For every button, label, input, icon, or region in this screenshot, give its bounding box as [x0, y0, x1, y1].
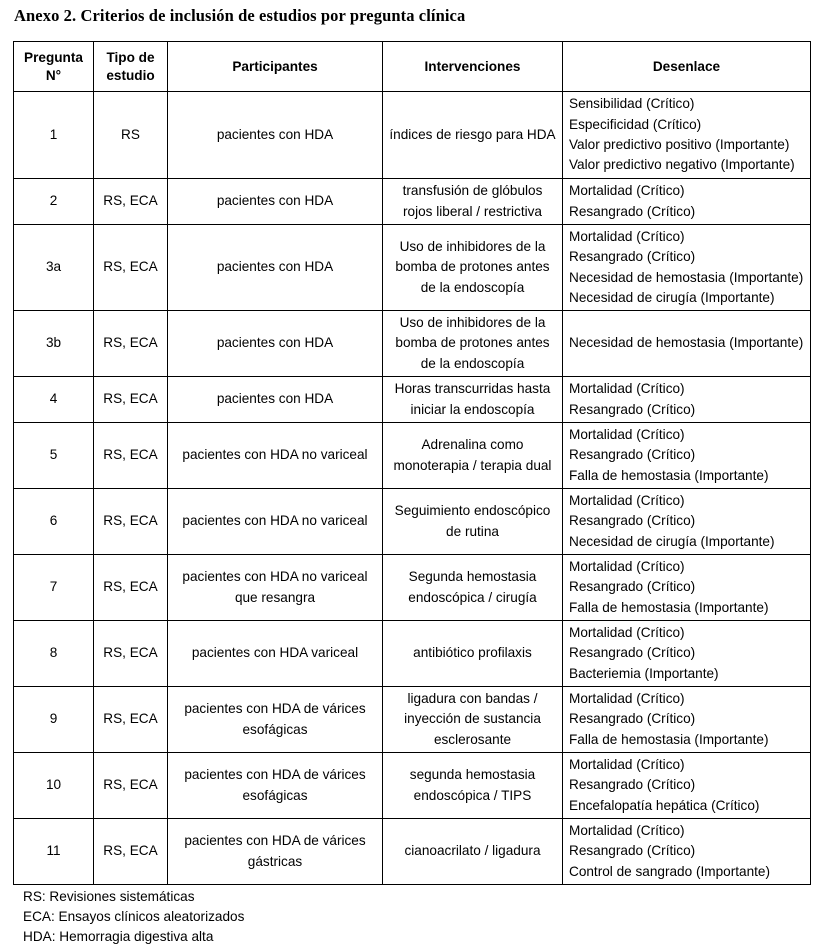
- table-row: [14, 92, 811, 179]
- cell-intervenciones: Uso de inhibidores de la bomba de protones antes de la endoscopía: [383, 225, 563, 311]
- outcome-item: Mortalidad (Crítico): [569, 183, 685, 199]
- outcome-item: Sensibilidad (Crítico): [569, 96, 695, 112]
- outcome-item: Resangrado (Crítico): [569, 579, 696, 595]
- cell-intervenciones: índices de riesgo para HDA: [383, 92, 563, 179]
- header-desenlace: Desenlace: [563, 42, 811, 92]
- outcome-item: Resangrado (Crítico): [569, 401, 696, 417]
- cell-num: 11: [14, 819, 94, 885]
- cell-num: 9: [14, 687, 94, 753]
- table-row: [14, 489, 811, 555]
- cell-tipo: RS, ECA: [94, 311, 168, 377]
- cell-desenlace: [563, 92, 811, 179]
- cell-tipo: RS, ECA: [94, 555, 168, 621]
- outcome-item: Valor predictivo positivo (Importante): [569, 137, 790, 152]
- table-row: [14, 311, 811, 377]
- header-pregunta-line1: Pregunta: [24, 49, 83, 65]
- cell-num: 3a: [14, 225, 94, 311]
- outcome-item: Mortalidad (Crítico): [569, 823, 685, 839]
- cell-tipo: RS, ECA: [94, 423, 168, 489]
- cell-desenlace: [563, 423, 811, 489]
- header-participantes: Participantes: [168, 42, 383, 92]
- header-tipo-line2: estudio: [106, 67, 155, 83]
- cell-intervenciones: Horas transcurridas hasta iniciar la endoscopía: [383, 377, 563, 423]
- outcome-item: Valor predictivo negativo (Importante): [569, 157, 795, 173]
- cell-num: 10: [14, 753, 94, 819]
- cell-participantes: pacientes con HDA: [168, 92, 383, 179]
- table-row: [14, 687, 811, 753]
- outcome-item: Mortalidad (Crítico): [569, 757, 685, 773]
- cell-intervenciones: segunda hemostasia endoscópica / TIPS: [383, 753, 563, 819]
- outcome-item: Mortalidad (Crítico): [569, 427, 685, 443]
- cell-participantes: pacientes con HDA: [168, 225, 383, 311]
- outcome-item: Falla de hemostasia (Importante): [569, 599, 769, 615]
- header-pregunta: [14, 42, 94, 92]
- cell-participantes: pacientes con HDA de várices esofágicas: [168, 687, 383, 753]
- footnote-hda: HDA: Hemorragia digestiva alta: [23, 929, 214, 944]
- cell-num: 2: [14, 179, 94, 225]
- cell-intervenciones: transfusión de glóbulos rojos liberal / restrictiva: [383, 179, 563, 225]
- page-title: Anexo 2. Criterios de inclusión de estudios por pregunta clínica: [14, 6, 466, 25]
- cell-desenlace: [563, 225, 811, 311]
- table-row: [14, 179, 811, 225]
- footnotes: [23, 887, 244, 947]
- cell-desenlace: [563, 179, 811, 225]
- cell-desenlace: [563, 555, 811, 621]
- table-row: [14, 621, 811, 687]
- outcome-item: Resangrado (Crítico): [569, 711, 696, 727]
- outcome-item: Falla de hemostasia (Importante): [569, 467, 769, 483]
- outcome-item: Resangrado (Crítico): [569, 777, 696, 793]
- table-row: [14, 555, 811, 621]
- cell-tipo: RS, ECA: [94, 377, 168, 423]
- cell-num: 4: [14, 377, 94, 423]
- outcome-item: Mortalidad (Crítico): [569, 228, 685, 244]
- cell-intervenciones: Segunda hemostasia endoscópica / cirugía: [383, 555, 563, 621]
- footnote-eca: ECA: Ensayos clínicos aleatorizados: [23, 909, 245, 924]
- outcome-item: Encefalopatía hepática (Crítico): [569, 797, 760, 813]
- cell-num: 5: [14, 423, 94, 489]
- cell-num: 7: [14, 555, 94, 621]
- cell-num: 1: [14, 92, 94, 179]
- cell-tipo: RS, ECA: [94, 489, 168, 555]
- cell-desenlace: [563, 753, 811, 819]
- outcome-item: Necesidad de cirugía (Importante): [569, 289, 775, 305]
- outcome-item: Bacteriemia (Importante): [569, 665, 719, 681]
- outcome-item: Resangrado (Crítico): [569, 447, 696, 463]
- cell-num: 8: [14, 621, 94, 687]
- cell-intervenciones: Adrenalina como monoterapia / terapia dual: [383, 423, 563, 489]
- header-pregunta-line2: N°: [45, 67, 62, 83]
- outcome-item: Mortalidad (Crítico): [569, 625, 685, 641]
- cell-tipo: RS, ECA: [94, 225, 168, 311]
- outcome-item: Resangrado (Crítico): [569, 203, 696, 219]
- outcome-item: Necesidad de hemostasia (Importante): [569, 269, 804, 285]
- cell-desenlace: [563, 377, 811, 423]
- outcome-item: Resangrado (Crítico): [569, 249, 696, 265]
- cell-participantes: pacientes con HDA no variceal: [168, 423, 383, 489]
- outcome-item: Mortalidad (Crítico): [569, 691, 685, 707]
- cell-participantes: pacientes con HDA: [168, 311, 383, 377]
- cell-participantes: pacientes con HDA: [168, 377, 383, 423]
- cell-tipo: RS, ECA: [94, 621, 168, 687]
- cell-desenlace: [563, 489, 811, 555]
- cell-tipo: RS, ECA: [94, 753, 168, 819]
- cell-intervenciones: Seguimiento endoscópico de rutina: [383, 489, 563, 555]
- cell-desenlace: [563, 819, 811, 885]
- outcome-item: Necesidad de hemostasia (Importante): [569, 335, 804, 351]
- outcome-item: Mortalidad (Crítico): [569, 493, 685, 509]
- outcome-item: Mortalidad (Crítico): [569, 381, 685, 397]
- cell-tipo: RS: [94, 92, 168, 179]
- cell-participantes: pacientes con HDA no variceal: [168, 489, 383, 555]
- cell-tipo: RS, ECA: [94, 179, 168, 225]
- outcome-item: Resangrado (Crítico): [569, 513, 696, 529]
- cell-desenlace: [563, 621, 811, 687]
- outcome-item: Falla de hemostasia (Importante): [569, 731, 769, 747]
- table-row: [14, 753, 811, 819]
- cell-desenlace: [563, 311, 811, 377]
- table-row: [14, 423, 811, 489]
- outcome-item: Mortalidad (Crítico): [569, 559, 685, 575]
- cell-intervenciones: Uso de inhibidores de la bomba de protones antes de la endoscopía: [383, 311, 563, 377]
- cell-participantes: pacientes con HDA: [168, 179, 383, 225]
- cell-participantes: pacientes con HDA de várices esofágicas: [168, 753, 383, 819]
- cell-intervenciones: ligadura con bandas / inyección de sustancia esclerosante: [383, 687, 563, 753]
- outcome-item: Resangrado (Crítico): [569, 645, 696, 661]
- table-row: [14, 819, 811, 885]
- cell-intervenciones: antibiótico profilaxis: [383, 621, 563, 687]
- cell-tipo: RS, ECA: [94, 687, 168, 753]
- cell-num: 6: [14, 489, 94, 555]
- header-tipo-line1: Tipo de: [106, 49, 155, 65]
- cell-participantes: pacientes con HDA variceal: [168, 621, 383, 687]
- table-row: [14, 225, 811, 311]
- outcome-item: Especificidad (Crítico): [569, 116, 702, 132]
- criteria-table: [13, 41, 811, 885]
- cell-desenlace: [563, 687, 811, 753]
- cell-participantes: pacientes con HDA no variceal que resangra: [168, 555, 383, 621]
- outcome-item: Necesidad de cirugía (Importante): [569, 533, 775, 549]
- outcome-item: Resangrado (Crítico): [569, 843, 696, 859]
- cell-num: 3b: [14, 311, 94, 377]
- table-row: [14, 377, 811, 423]
- header-intervenciones: Intervenciones: [383, 42, 563, 92]
- table-header-row: [14, 42, 811, 92]
- outcome-item: Control de sangrado (Importante): [569, 863, 770, 879]
- footnote-rs: RS: Revisiones sistemáticas: [23, 889, 195, 904]
- header-tipo: [94, 42, 168, 92]
- cell-participantes: pacientes con HDA de várices gástricas: [168, 819, 383, 885]
- cell-tipo: RS, ECA: [94, 819, 168, 885]
- cell-intervenciones: cianoacrilato / ligadura: [383, 819, 563, 885]
